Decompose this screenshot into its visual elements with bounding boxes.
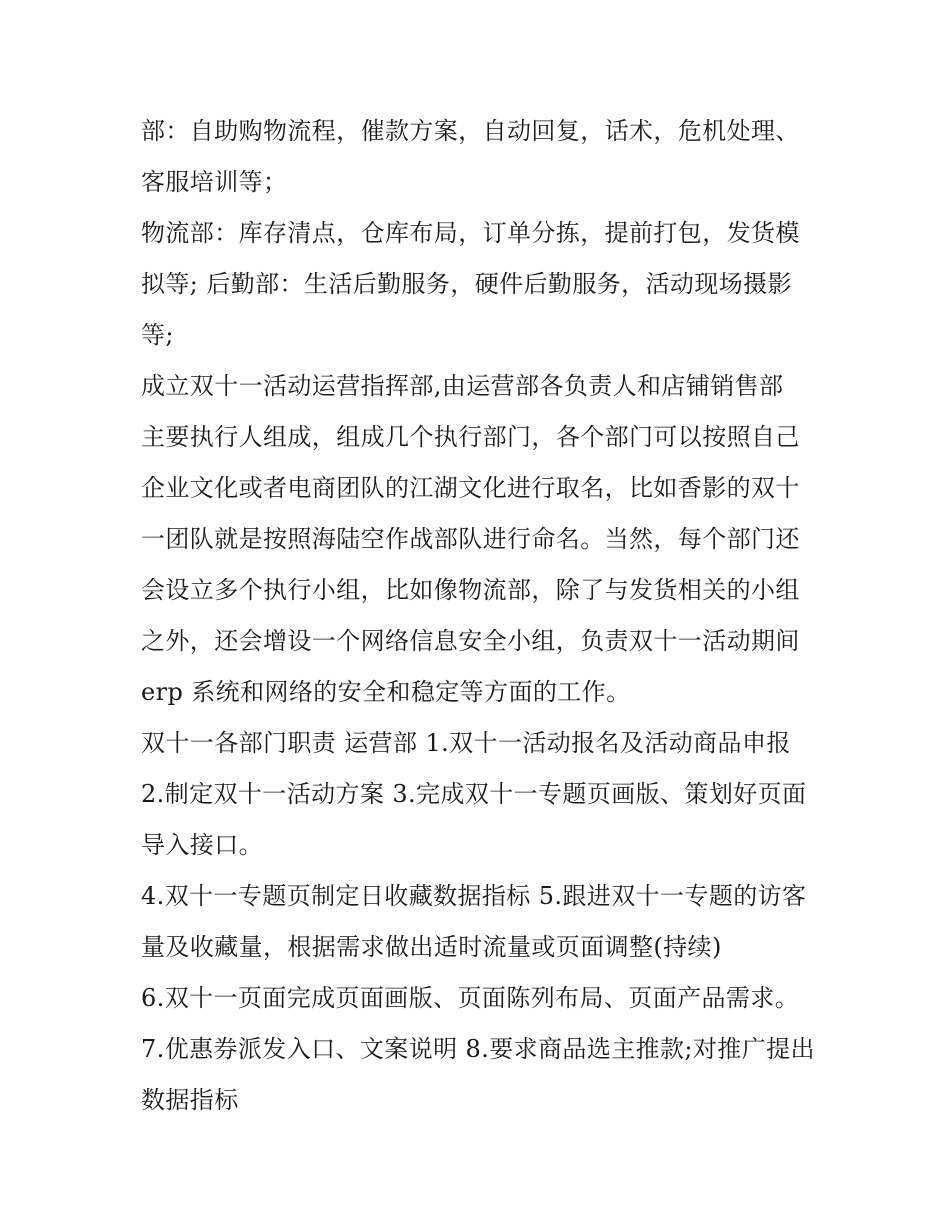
text-line: 量及收藏量，根据需求做出适时流量或页面调整(持续)	[141, 933, 722, 961]
text-line: 物流部：库存清点，仓库布局，订单分拣，提前打包，发货模	[141, 219, 800, 247]
text-line: 部：自助购物流程，催款方案，自动回复，话术，危机处理、	[141, 117, 800, 145]
text-line: 一团队就是按照海陆空作战部队进行命名。当然，每个部门还	[141, 525, 800, 553]
text-line: 企业文化或者电商团队的江湖文化进行取名，比如香影的双十	[141, 474, 800, 502]
text-line: 成立双十一活动运营指挥部,由运营部各负责人和店铺销售部	[141, 372, 784, 400]
document-body	[141, 106, 821, 1126]
text-line: 数据指标	[141, 1086, 239, 1114]
text-line: 4.双十一专题页制定日收藏数据指标 5.跟进双十一专题的访客	[141, 882, 807, 910]
text-line: erp 系统和网络的安全和稳定等方面的工作。	[141, 678, 631, 706]
text-line: 6.双十一页面完成页面画版、页面陈列布局、页面产品需求。	[141, 984, 800, 1012]
text-line: 7.优惠券派发入口、文案说明 8.要求商品选主推款;对推广提出	[141, 1035, 815, 1063]
text-line: 主要执行人组成，组成几个执行部门，各个部门可以按照自己	[141, 423, 800, 451]
text-line: 之外，还会增设一个网络信息安全小组，负责双十一活动期间	[141, 627, 800, 655]
text-line: 拟等; 后勤部：生活后勤服务，硬件后勤服务，活动现场摄影	[141, 270, 792, 298]
text-line: 会设立多个执行小组，比如像物流部，除了与发货相关的小组	[141, 576, 800, 604]
text-line: 双十一各部门职责 运营部 1.双十一活动报名及活动商品申报	[141, 729, 791, 757]
text-line: 导入接口。	[141, 831, 263, 859]
text-line: 等;	[141, 321, 174, 349]
text-line: 客服培训等；	[141, 168, 288, 196]
text-line: 2.制定双十一活动方案 3.完成双十一专题页画版、策划好页面	[141, 780, 807, 808]
